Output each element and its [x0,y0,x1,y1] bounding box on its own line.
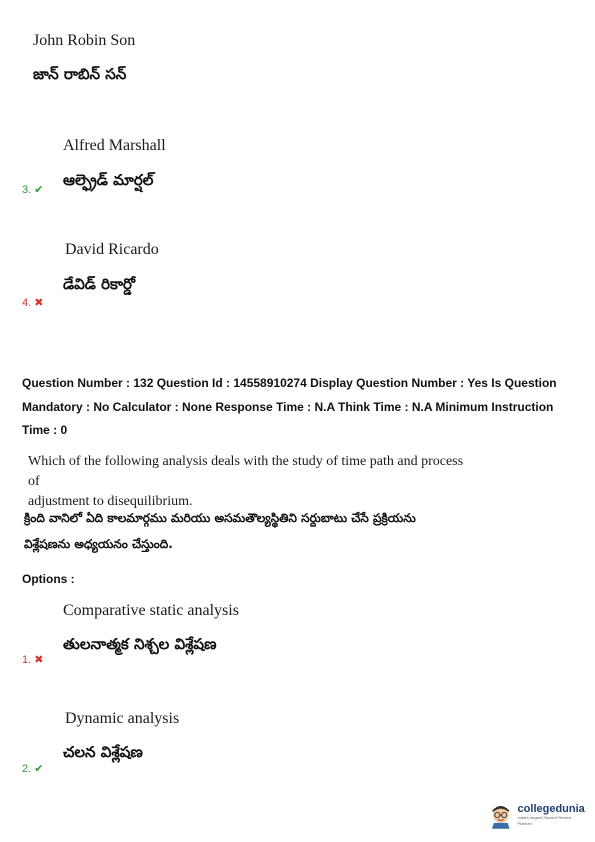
option-text-en: Alfred Marshall [63,137,166,154]
option-number: 3. ✔ [22,184,44,196]
option-text-en: Dynamic analysis [65,710,180,727]
logo-name: collegedunia [517,803,585,815]
check-icon: ✔ [34,763,44,775]
question-text-te: క్రింది వానిలో ఏది కాలమార్గము మరియు అసమతౌల్యస్థితిని సర్దుబాటు చేసే ప్రక్రియను విశ్లేషణను అధ్యయనం చేస్తుంది. [24,511,416,551]
option-text-te: జాన్ రాబిన్ సన్ [33,65,127,83]
option-text-te: ఆల్ఫ్రెడ్ మార్షల్ [63,171,154,189]
options-label: Options : [22,572,75,586]
option-text-en: David Ricardo [65,241,159,258]
logo-tagline: India's largest Student Review Platform [517,815,572,826]
collegedunia-logo [488,800,586,830]
cross-icon: ✖ [34,297,44,309]
option-number: 2. ✔ [22,763,44,775]
option-text-en: John Robin Son [33,32,136,49]
question-meta: Question Number : 132 Question Id : 14558910274 Display Question Number : Yes Is Question Mandatory : No Calculator : None Response Time : N.A Think Time : N.A Minimum Instruction Time : 0 [22,376,557,437]
cross-icon: ✖ [34,654,44,666]
check-icon: ✔ [34,184,44,196]
question-text-en: Which of the following analysis deals with the study of time path and process of adjustment to disequilibrium. [28,454,464,509]
mascot-icon [488,801,514,829]
option-number: 1. ✖ [22,654,44,666]
option-text-te: డేవిడ్ రికార్డో [63,275,136,293]
option-text-te: చలన విశ్లేషణ [63,743,143,761]
option-text-en: Comparative static analysis [63,602,239,619]
option-number: 4. ✖ [22,297,44,309]
option-text-te: తులనాత్మక నిశ్చల విశ్లేషణ [63,635,217,653]
